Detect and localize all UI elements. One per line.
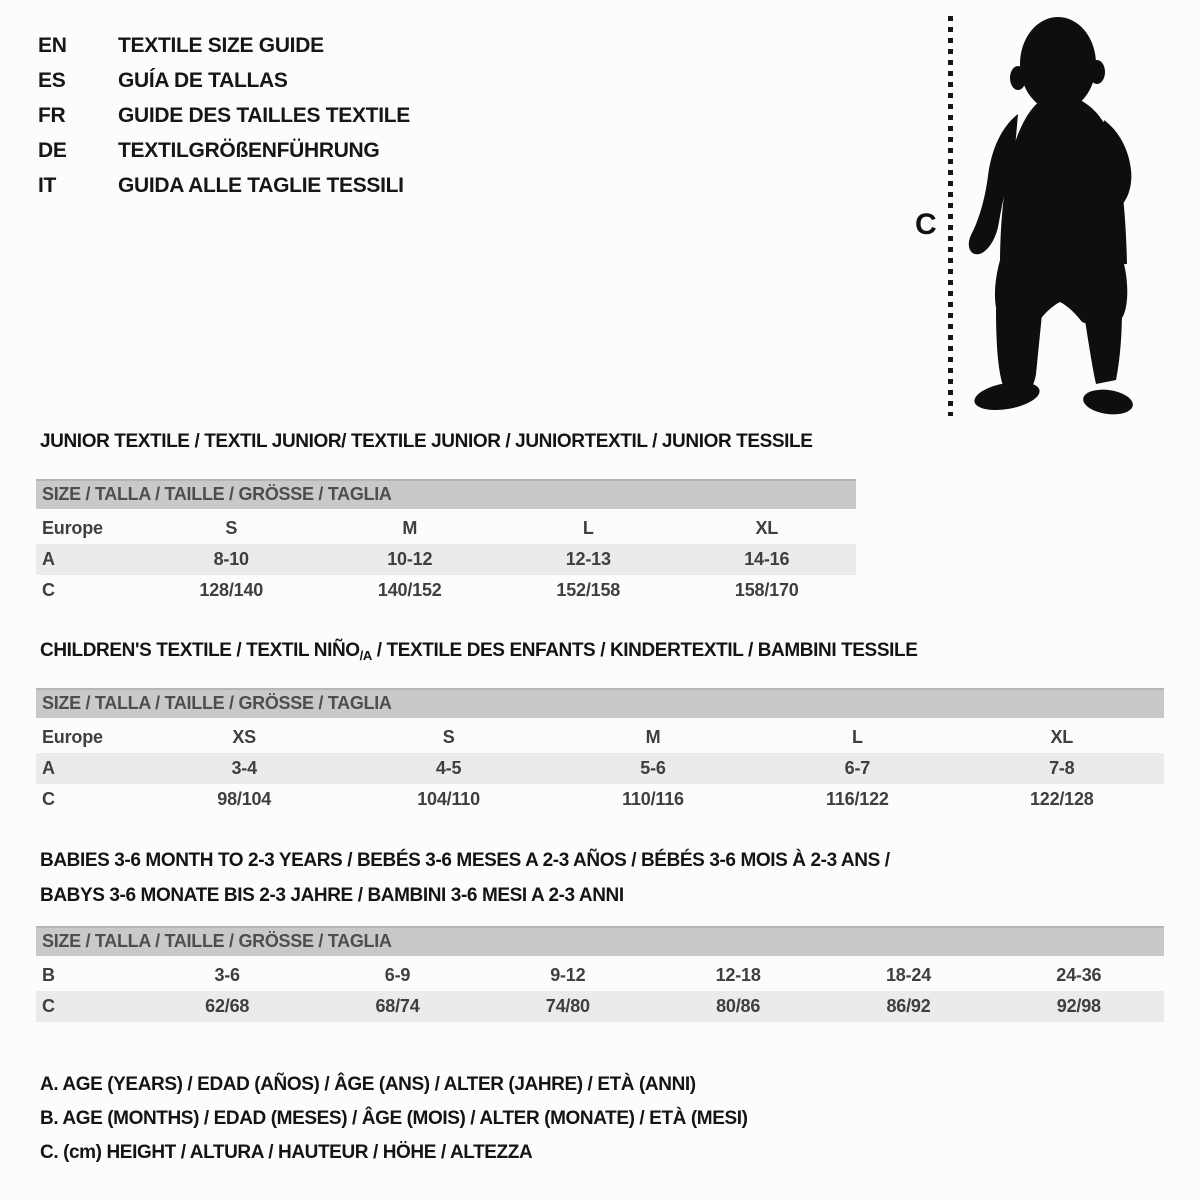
table-row	[36, 513, 856, 544]
size-cell: XL	[755, 518, 779, 538]
size-cell: 18-24	[885, 965, 932, 985]
lang-row-it	[38, 168, 410, 203]
lang-code: DE	[38, 138, 67, 162]
size-cell: 6-9	[384, 965, 411, 985]
legend-line-a: A. AGE (YEARS) / EDAD (AÑOS) / ÂGE (ANS) / ALTER (JAHRE) / ETÀ (ANNI)	[40, 1074, 696, 1095]
row-label: A	[42, 758, 55, 778]
lang-code: ES	[38, 68, 66, 92]
table-row	[36, 960, 1164, 991]
lang-title: GUIDE DES TAILLES TEXTILE	[118, 103, 410, 127]
row-label: B	[42, 965, 55, 985]
babies-size-table	[36, 926, 1164, 1022]
lang-code: FR	[38, 103, 66, 127]
lang-code: IT	[38, 173, 57, 197]
lang-row-es	[38, 63, 410, 98]
size-cell: 3-4	[231, 758, 257, 778]
row-label: C	[42, 789, 55, 809]
size-cell: 116/122	[826, 789, 889, 809]
size-cell: S	[442, 727, 455, 747]
heading-line-2: BABYS 3-6 MONATE BIS 2-3 JAHRE / BAMBINI 3-6 MESI A 2-3 ANNI	[40, 885, 624, 906]
row-label: Europe	[42, 727, 103, 747]
size-cell: 86/92	[886, 996, 931, 1016]
lang-code: EN	[38, 33, 67, 57]
row-label: C	[42, 580, 55, 600]
baby-silhouette-icon	[960, 14, 1140, 419]
size-cell: XS	[232, 727, 256, 747]
lang-row-de	[38, 133, 410, 168]
size-cell: 10-12	[387, 549, 433, 569]
heading-text: CHILDREN'S TEXTILE / TEXTIL NIÑO	[40, 640, 360, 661]
table-row	[36, 575, 856, 606]
children-size-table	[36, 688, 1164, 815]
heading-text: / TEXTILE DES ENFANTS / KINDERTEXTIL / BAMBINI TESSILE	[371, 640, 918, 661]
language-title-list	[38, 28, 410, 203]
lang-row-en	[38, 28, 410, 63]
size-cell: 128/140	[199, 580, 264, 600]
row-label: Europe	[42, 518, 103, 538]
size-cell: 110/116	[622, 789, 684, 809]
size-cell: M	[645, 727, 661, 747]
heading-subscript: /A	[359, 648, 372, 663]
table-row	[36, 784, 1164, 815]
babies-section-heading	[40, 843, 890, 913]
height-measure-dashed-line	[948, 16, 953, 416]
size-cell: 98/104	[217, 789, 272, 809]
lang-title: GUIDA ALLE TAGLIE TESSILI	[118, 173, 404, 197]
size-header-bar: SIZE / TALLA / TAILLE / GRÖSSE / TAGLIA	[36, 926, 1164, 956]
size-cell: S	[225, 518, 238, 538]
size-cell: 152/158	[556, 580, 621, 600]
size-cell: M	[402, 518, 418, 538]
legend-line-c: C. (cm) HEIGHT / ALTURA / HAUTEUR / HÖHE / ALTEZZA	[40, 1142, 533, 1163]
table-row	[36, 991, 1164, 1022]
size-cell: 140/152	[377, 580, 442, 600]
junior-size-table	[36, 479, 856, 606]
size-header-bar: SIZE / TALLA / TAILLE / GRÖSSE / TAGLIA	[36, 479, 856, 509]
lang-title: GUÍA DE TALLAS	[118, 68, 288, 92]
size-cell: 122/128	[1029, 789, 1094, 809]
size-cell: L	[851, 727, 863, 747]
lang-title: TEXTILGRÖßENFÜHRUNG	[118, 138, 380, 162]
children-section-heading	[40, 640, 917, 663]
size-cell: 6-7	[844, 758, 871, 778]
size-cell: L	[582, 518, 594, 538]
size-cell: 158/170	[734, 580, 799, 600]
table-row	[36, 544, 856, 575]
table-row	[36, 722, 1164, 753]
size-cell: 68/74	[375, 996, 420, 1016]
size-cell: 92/98	[1056, 996, 1101, 1016]
size-cell: 62/68	[205, 996, 250, 1016]
junior-section-heading: JUNIOR TEXTILE / TEXTIL JUNIOR/ TEXTILE JUNIOR / JUNIORTEXTIL / JUNIOR TESSILE	[40, 431, 813, 452]
size-cell: 4-5	[435, 758, 462, 778]
size-cell: 8-10	[213, 549, 249, 569]
size-cell: 12-13	[565, 549, 611, 569]
size-header-bar: SIZE / TALLA / TAILLE / GRÖSSE / TAGLIA	[36, 688, 1164, 718]
heading-line-1: BABIES 3-6 MONTH TO 2-3 YEARS / BEBÉS 3-6 MESES A 2-3 AÑOS / BÉBÉS 3-6 MOIS À 2-3 ANS /	[40, 850, 890, 871]
size-cell: 14-16	[744, 549, 790, 569]
size-cell: 24-36	[1056, 965, 1102, 985]
size-cell: 104/110	[417, 789, 480, 809]
row-label: C	[42, 996, 55, 1016]
height-measure-figure	[915, 12, 1165, 424]
size-cell: 74/80	[545, 996, 590, 1016]
size-cell: 80/86	[716, 996, 761, 1016]
size-cell: 12-18	[715, 965, 761, 985]
size-cell: 3-6	[214, 965, 240, 985]
measure-c-label: C	[915, 208, 937, 241]
size-cell: 5-6	[640, 758, 666, 778]
size-cell: 7-8	[1049, 758, 1075, 778]
legend-line-b: B. AGE (MONTHS) / EDAD (MESES) / ÂGE (MOIS) / ALTER (MONATE) / ETÀ (MESI)	[40, 1108, 748, 1129]
lang-title: TEXTILE SIZE GUIDE	[118, 33, 324, 57]
table-row	[36, 753, 1164, 784]
row-label: A	[42, 549, 55, 569]
size-cell: 9-12	[550, 965, 586, 985]
size-cell: XL	[1050, 727, 1074, 747]
legend	[40, 1068, 748, 1170]
lang-row-fr	[38, 98, 410, 133]
